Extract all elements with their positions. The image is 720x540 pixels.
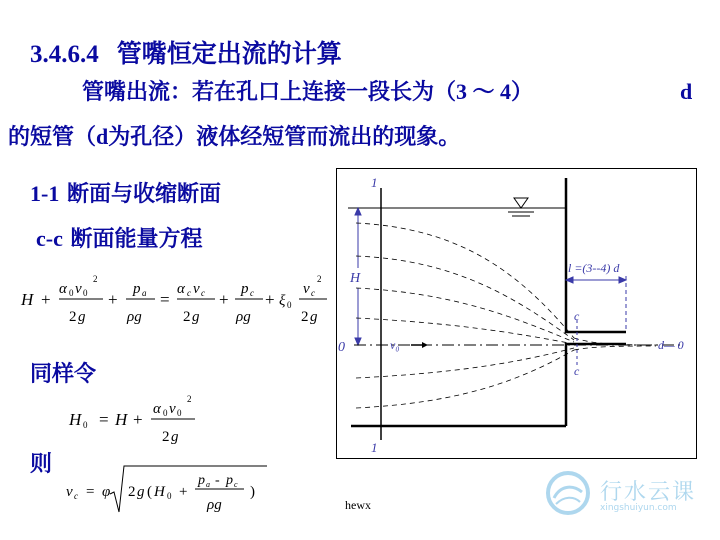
definition-text: 管嘴出流：若在孔口上连接一段长为（ bbox=[82, 80, 457, 105]
svg-text:φ: φ bbox=[102, 484, 111, 500]
watermark-logo-icon bbox=[540, 468, 598, 518]
svg-text:+: + bbox=[219, 290, 229, 309]
svg-text:g: g bbox=[137, 484, 145, 500]
diameter-symbol-2: d bbox=[96, 124, 109, 149]
svg-text:ξ: ξ bbox=[279, 293, 286, 309]
svg-text:α: α bbox=[177, 281, 185, 297]
svg-text:2: 2 bbox=[183, 309, 191, 325]
svg-text:ρg: ρg bbox=[236, 309, 251, 325]
svg-text:v: v bbox=[193, 281, 200, 297]
svg-text:v: v bbox=[66, 484, 73, 500]
svg-text:2: 2 bbox=[301, 309, 309, 325]
svg-text:v: v bbox=[75, 281, 82, 297]
svg-text:+: + bbox=[41, 290, 51, 309]
section-2-text: 断面能量方程 bbox=[70, 227, 203, 252]
svg-text:ρg: ρg bbox=[127, 309, 142, 325]
svg-text:c: c bbox=[250, 288, 254, 298]
section-heading-1 bbox=[30, 177, 221, 208]
h0-equation bbox=[65, 392, 215, 452]
vc-equation bbox=[62, 460, 272, 520]
label-H: H bbox=[350, 271, 361, 286]
svg-text:c: c bbox=[187, 288, 191, 298]
svg-text:=: = bbox=[86, 484, 95, 500]
svg-text:2: 2 bbox=[317, 274, 322, 284]
svg-text:α: α bbox=[153, 401, 161, 417]
svg-text:+: + bbox=[179, 484, 188, 500]
svg-text:H: H bbox=[21, 290, 34, 309]
svg-text:0: 0 bbox=[83, 420, 88, 430]
svg-text:α: α bbox=[59, 281, 67, 297]
section-number: 3.4.6.4 bbox=[30, 41, 99, 68]
svg-text:0: 0 bbox=[163, 408, 168, 418]
svg-text:g: g bbox=[192, 309, 200, 325]
label-v0: v₀ bbox=[390, 338, 400, 352]
svg-text:p: p bbox=[226, 473, 233, 488]
label-1-top: 1 bbox=[371, 175, 378, 190]
svg-text:c: c bbox=[201, 288, 205, 298]
svg-text:a: a bbox=[206, 480, 210, 489]
svg-text:H: H bbox=[115, 410, 128, 429]
svg-text:g: g bbox=[310, 309, 318, 325]
section-1-text: 断面与收缩断面 bbox=[67, 182, 222, 207]
svg-text:+: + bbox=[108, 290, 118, 309]
svg-text:2: 2 bbox=[128, 484, 136, 500]
footer-author: hewx bbox=[345, 498, 371, 512]
label-c-bottom: c bbox=[574, 364, 580, 378]
svg-text:c: c bbox=[74, 491, 78, 501]
svg-text:2: 2 bbox=[162, 429, 170, 445]
svg-text:0: 0 bbox=[177, 408, 182, 418]
definition-text-2b: 为孔径）液体经短管而流出的现象。 bbox=[108, 125, 461, 150]
definition-line-2 bbox=[8, 117, 460, 158]
svg-text:(: ( bbox=[147, 484, 152, 500]
same-label: 同样令 bbox=[30, 362, 97, 387]
svg-text:a: a bbox=[142, 288, 147, 298]
page-title bbox=[30, 34, 342, 70]
watermark-url: xingshuiyun.com bbox=[600, 503, 677, 513]
svg-text:0: 0 bbox=[167, 491, 172, 501]
svg-text:p: p bbox=[133, 281, 141, 297]
svg-text:): ) bbox=[250, 484, 255, 500]
section-heading-2 bbox=[36, 222, 203, 253]
definition-text-2a: 的短管（ bbox=[8, 125, 97, 150]
energy-equation bbox=[15, 265, 335, 335]
svg-text:+: + bbox=[265, 290, 275, 309]
svg-text:g: g bbox=[78, 309, 86, 325]
svg-text:c: c bbox=[311, 288, 315, 298]
svg-text:0: 0 bbox=[69, 288, 74, 298]
svg-text:c: c bbox=[234, 480, 238, 489]
svg-text:p: p bbox=[198, 473, 205, 488]
svg-text:v: v bbox=[169, 401, 176, 417]
section-title: 管嘴恒定出流的计算 bbox=[116, 39, 342, 68]
svg-text:+: + bbox=[133, 410, 143, 429]
definition-text-suffix: ） bbox=[511, 80, 534, 105]
label-d0: d— 0 bbox=[658, 338, 684, 352]
svg-text:=: = bbox=[99, 410, 109, 429]
svg-text:0: 0 bbox=[287, 300, 292, 310]
label-c-top: c bbox=[574, 309, 580, 323]
svg-text:=: = bbox=[160, 290, 170, 309]
diameter-symbol: d bbox=[680, 79, 693, 104]
svg-text:p: p bbox=[241, 281, 249, 297]
label-1-bottom: 1 bbox=[371, 440, 378, 455]
length-range: 3 ～ 4 bbox=[456, 79, 512, 104]
svg-text:2: 2 bbox=[187, 394, 192, 404]
svg-text:-: - bbox=[215, 473, 220, 488]
label-0-left: 0 bbox=[338, 340, 345, 355]
section-2-label: c-c bbox=[36, 226, 63, 251]
svg-text:2: 2 bbox=[69, 309, 77, 325]
svg-text:H: H bbox=[154, 484, 165, 500]
svg-text:g: g bbox=[171, 429, 179, 445]
nozzle-flow-diagram bbox=[336, 168, 698, 460]
section-1-label: 1-1 bbox=[30, 181, 60, 206]
label-length: l =(3--4) d bbox=[568, 261, 620, 275]
then-label: 则 bbox=[30, 452, 53, 477]
definition-line-1 bbox=[82, 72, 533, 113]
svg-text:ρg: ρg bbox=[207, 497, 222, 513]
svg-text:H: H bbox=[69, 410, 82, 429]
svg-text:0: 0 bbox=[83, 288, 88, 298]
watermark-text: 行水云课 bbox=[600, 480, 697, 505]
svg-text:2: 2 bbox=[93, 274, 98, 284]
svg-text:v: v bbox=[303, 281, 310, 297]
